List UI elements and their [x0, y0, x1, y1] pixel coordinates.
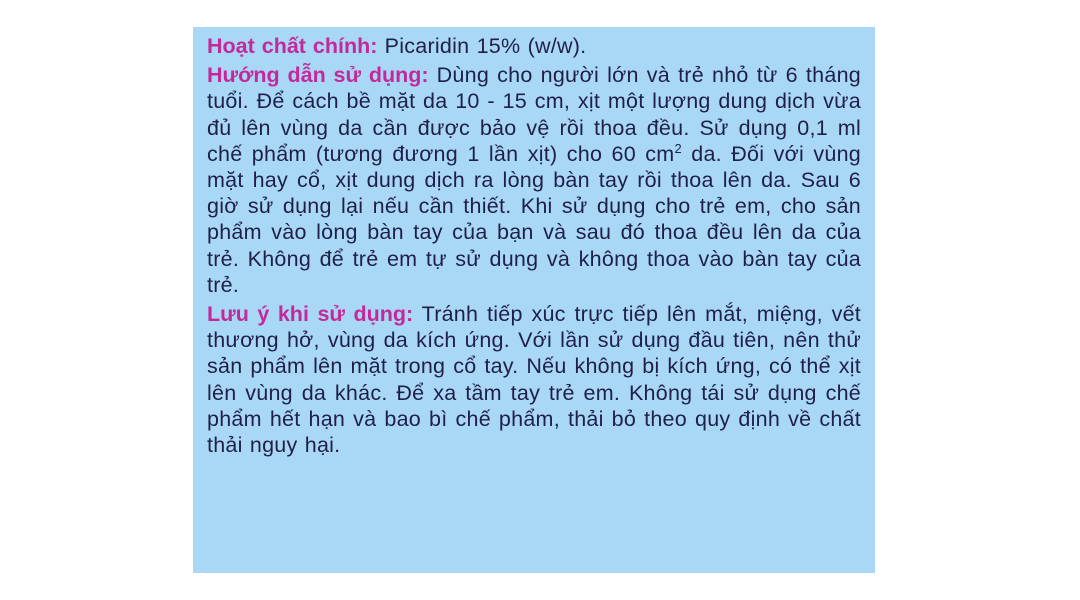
active-ingredient-text: Picaridin 15% (w/w).: [384, 34, 587, 58]
precautions-text: Tránh tiếp xúc trực tiếp lên mắt, miệng, vết thương hở, vùng da kích ứng. Với lần sử dụng đầu tiên, nên thử sản phẩm lên mặt trong cổ tay. Nếu không bị kích ứng, có thể xịt lên vùng da khác. Để xa tầm tay trẻ em. Không tái sử dụng chế phẩm hết hạn và bao bì chế phẩm, thải bỏ theo quy định về chất thải nguy hại.: [207, 302, 862, 458]
usage-instructions-heading: Hướng dẫn sử dụng:: [207, 63, 429, 88]
usage-instructions-section: [207, 62, 861, 298]
active-ingredient-heading: Hoạt chất chính:: [207, 34, 378, 58]
precautions-heading: Lưu ý khi sử dụng:: [207, 302, 414, 327]
usage-instructions-text-continued: da. Đối với vùng mặt hay cổ, xịt dung dịch ra lòng bàn tay rồi thoa lên da. Sau 6 giờ sử dụng lại nếu cần thiết. Khi sử dụng cho trẻ em, cho sản phẩm vào lòng bàn tay của bạn và sau đó thoa đều lên da của trẻ. Không để trẻ em tự sử dụng và không thoa vào bàn tay của trẻ.: [207, 141, 862, 297]
active-ingredient-section: [207, 33, 861, 59]
usage-instructions-text: Dùng cho người lớn và trẻ nhỏ từ 6 tháng tuổi. Để cách bề mặt da 10 - 15 cm, xịt một lượng dung dịch vừa đủ lên vùng da cần được bảo vệ rồi thoa đều. Sử dụng 0,1 ml chế phẩm (tương đương 1 lần xịt) cho 60 cm: [207, 63, 861, 166]
squared-superscript: 2: [674, 140, 682, 156]
product-label-panel: [193, 27, 875, 573]
precautions-section: [207, 301, 861, 458]
